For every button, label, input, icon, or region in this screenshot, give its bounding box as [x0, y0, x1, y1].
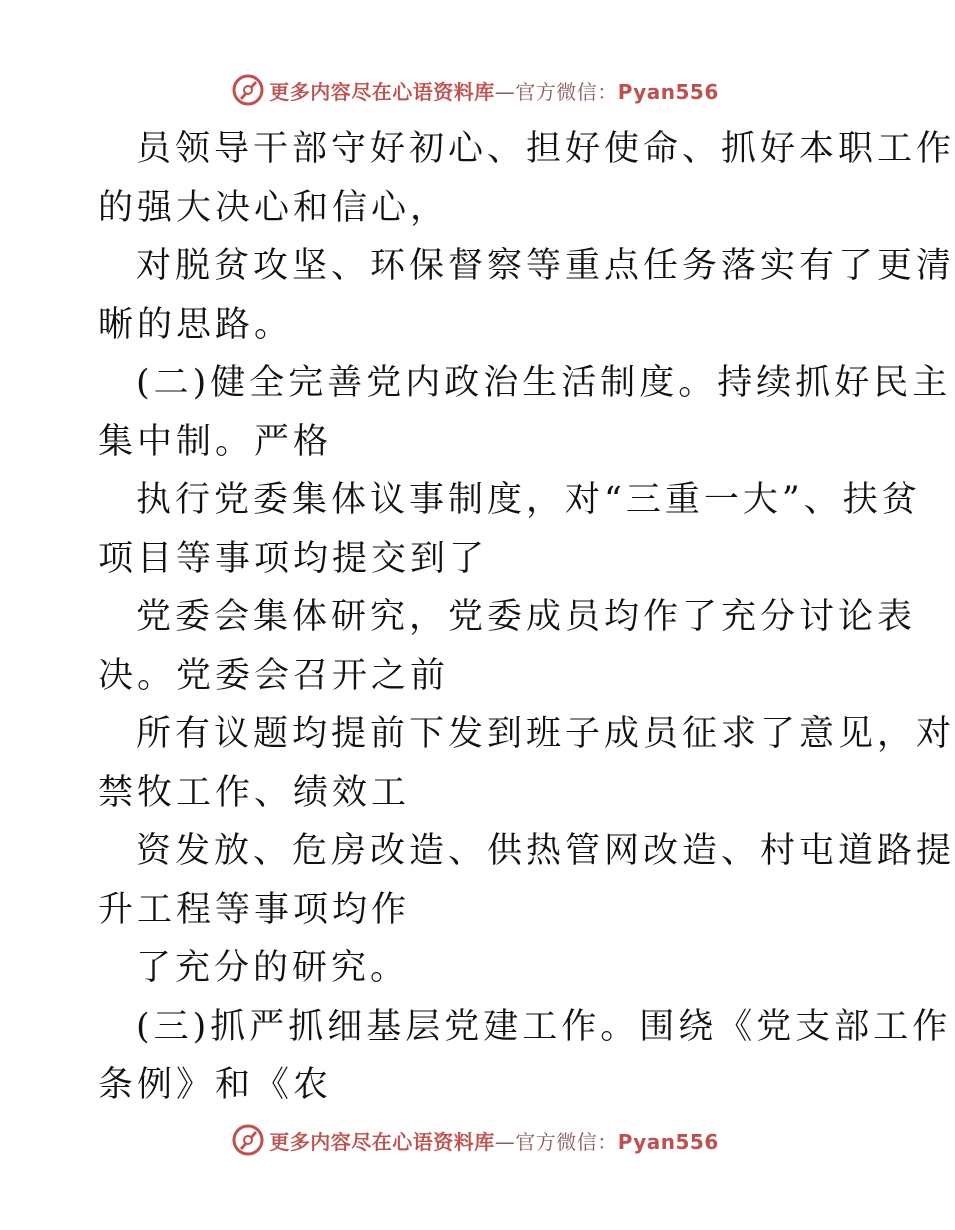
body-line: 条例》和《农: [98, 1065, 333, 1105]
body-line: 所有议题均提前下发到班子成员征求了意见，对: [136, 714, 955, 754]
banner-site-text: 更多内容尽在心语资料库: [269, 79, 495, 104]
body-line: 集中制。严格: [98, 421, 333, 462]
body-line: 晰的思路。: [98, 304, 294, 345]
header-banner: [0, 68, 950, 112]
banner-wechat-label: 官方微信：: [515, 1129, 618, 1154]
banner-site-text: 更多内容尽在心语资料库: [269, 1129, 495, 1154]
document-body: [98, 120, 955, 1115]
body-line: 决。党委会召开之前: [98, 655, 450, 696]
banner-wechat-id: Pyan556: [617, 1129, 719, 1154]
body-line: 党委会集体研究，党委成员均作了充分讨论表: [136, 597, 917, 637]
body-line: 了充分的研究。: [136, 948, 410, 988]
banner-text: [269, 76, 719, 105]
banner-wechat-id: Pyan556: [617, 79, 719, 104]
body-line: 禁牧工作、绩效工: [98, 772, 411, 813]
body-line: 项目等事项均提交到了: [98, 538, 489, 579]
body-line: 执行党委集体议事制度，对“三重一大”、扶贫: [136, 480, 921, 520]
body-line: (二)健全完善党内政治生活制度。持续抓好民主: [136, 363, 952, 403]
banner-wechat-label: 官方微信：: [515, 79, 618, 104]
banner-dash: —: [494, 79, 516, 104]
body-line: (三)抓严抓细基层党建工作。围绕《党支部工作: [136, 1006, 952, 1047]
quill-logo-icon: [231, 73, 265, 107]
banner-text: [269, 1126, 719, 1155]
body-line: 资发放、危房改造、供热管网改造、村屯道路提: [136, 831, 955, 871]
quill-logo-icon: [231, 1123, 265, 1157]
body-line: 升工程等事项均作: [98, 889, 411, 930]
body-line: 的强大决心和信心，: [98, 187, 450, 228]
footer-banner: [0, 1118, 950, 1162]
body-line: 员领导干部守好初心、担好使命、抓好本职工作: [136, 129, 955, 169]
body-line: 对脱贫攻坚、环保督察等重点任务落实有了更清: [136, 246, 955, 286]
banner-dash: —: [494, 1129, 516, 1154]
